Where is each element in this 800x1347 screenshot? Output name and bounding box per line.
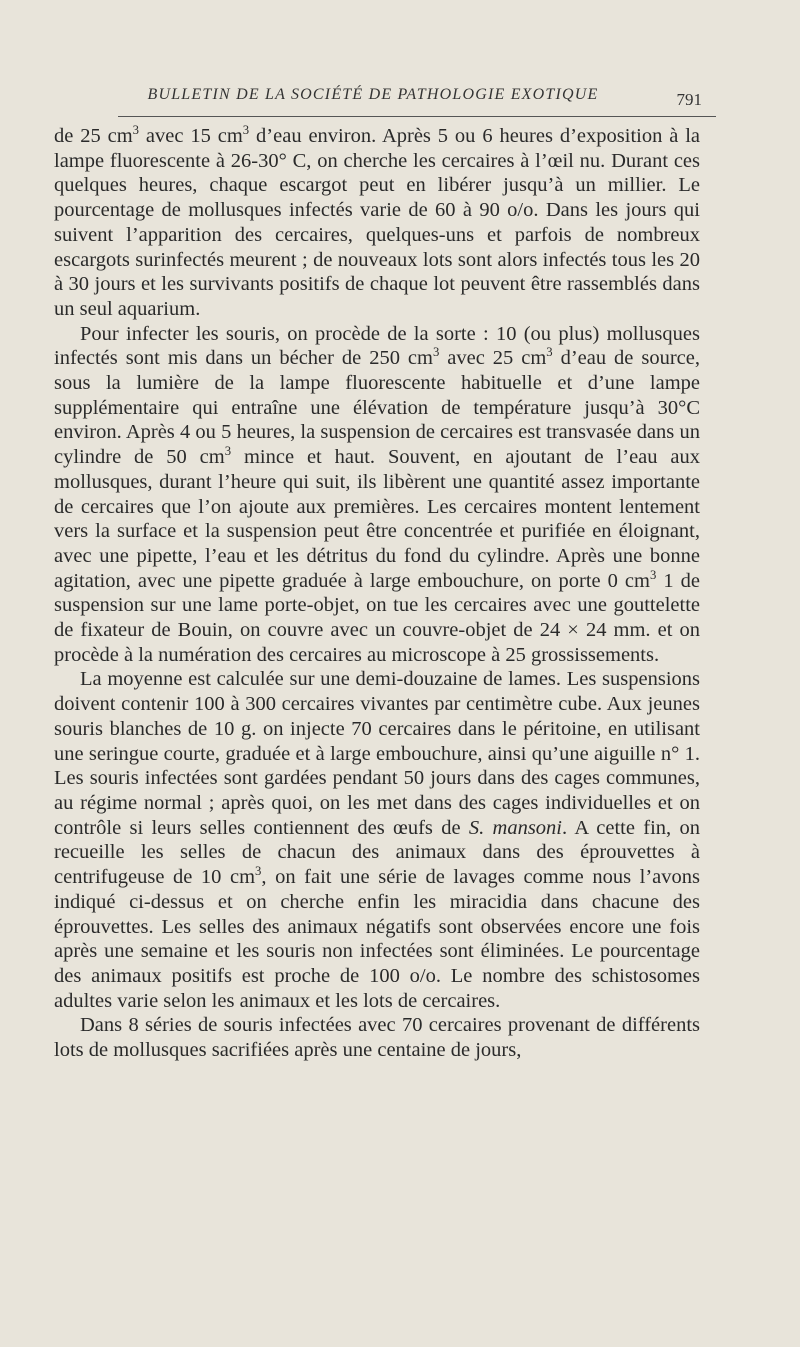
text-run: mince et haut. Souvent, en ajoutant de l’eau aux mollusques, durant l’heure qui suit, ils libèrent une quantité assez importante de cercaires que l’on ajoute aux premières. Les cercaires montent lentement vers la surface et la suspension peut être concentrée et purifiée en éloignant, avec une pipette, l’eau et les détritus du fond du cylindre. Après une bonne agitation, avec une pipette graduée à large embouchure, on porte 0 cm	[54, 446, 700, 592]
text-run: , on fait une série de lavages comme nous l’avons indiqué ci-dessus et on cherche enfin les miracidia dans chacune des éprouvettes. Les selles des animaux négatifs sont observées encore une fois après une semaine et les souris non infectées sont éliminées. Le pourcentage des animaux positifs est proche de 100 o/o. Le nombre des schistosomes adultes varie selon les animaux et les lots de cercaires.	[54, 866, 700, 1012]
superscript: 3	[255, 864, 262, 879]
text-run: avec 25 cm	[439, 347, 547, 370]
header-rule	[118, 116, 716, 117]
paragraph	[54, 322, 700, 668]
body-text	[54, 124, 700, 1063]
superscript: 3	[242, 123, 250, 138]
text-run: 1 de suspension sur une lame porte-objet, on tue les cercaires avec une gouttelette de fixateur de Bouin, on couvre avec un couvre-objet de 24 × 24 mm. et on procède à la numération des cercaires au microscope à 25 grossissements.	[54, 569, 700, 666]
paragraph	[54, 667, 700, 1013]
paragraph	[54, 1013, 700, 1062]
text-run: . A cette fin, on recueille les selles de chacun des animaux dans des éprouvettes à centrifugeuse de 10 cm	[54, 816, 700, 889]
text-run: avec 15 cm	[139, 125, 243, 147]
text-run: d’eau environ. Après 5 ou 6 heures d’exposition à la lampe fluorescente à 26-30° C, on cherche les cercaires à l’œil nu. Durant ces quelques heures, chaque escargot peut en libérer jusqu’à un millier. Le pourcentage de mollusques infectés varie de 60 à 90 o/o. Dans les jours qui suivent l’apparition des cercaires, quelques-uns et parfois de nombreux escargots surinfectés meurent ; de nouveaux lots sont alors infectés tous les 20 à 30 jours et les survivants positifs de chaque lot peuvent être rassemblés dans un seul aquarium.	[54, 125, 701, 320]
superscript: 3	[432, 345, 440, 360]
text-run: Dans 8 séries de souris infectées avec 70 cercaires provenant de différents lots de mollusques sacrifiées après une centaine de jours,	[54, 1014, 700, 1062]
text-run: La moyenne est calculée sur une demi-douzaine de lames. Les suspensions doivent contenir 100 à 300 cercaires vivantes par centimètre cube. Aux jeunes souris blanches de 10 g. on injecte 70 cercaires dans le péritoine, en utilisant une seringue courte, graduée et à large embouchure, ainsi qu’une aiguille n° 1. Les souris infectées sont gardées pendant 50 jours dans des cages communes, au régime normal ; après quoi, on les met dans des cages individuelles et on contrôle si leurs selles contiennent des œufs de	[54, 668, 700, 839]
italic-text: S. mansoni	[468, 816, 563, 839]
paragraph	[54, 124, 700, 322]
running-header: BULLETIN DE LA SOCIÉTÉ DE PATHOLOGIE EXOTIQUE	[147, 86, 599, 103]
superscript: 3	[649, 567, 657, 582]
superscript: 3	[132, 123, 140, 138]
text-run: de 25 cm	[54, 125, 133, 147]
text-run: Pour infecter les souris, on procède de la sorte : 10 (ou plus) mollusques infectés sont mis dans un bécher de 250 cm	[54, 322, 700, 370]
page-number: 791	[676, 90, 702, 109]
superscript: 3	[546, 345, 553, 360]
superscript: 3	[224, 444, 232, 459]
text-run: d’eau de source, sous la lumière de la lampe fluorescente habituelle et d’une lampe supplémentaire qui entraîne une élévation de température jusqu’à 30°C environ. Après 4 ou 5 heures, la suspension de cercaires est transvasée dans un cylindre de 50 cm	[54, 347, 700, 469]
